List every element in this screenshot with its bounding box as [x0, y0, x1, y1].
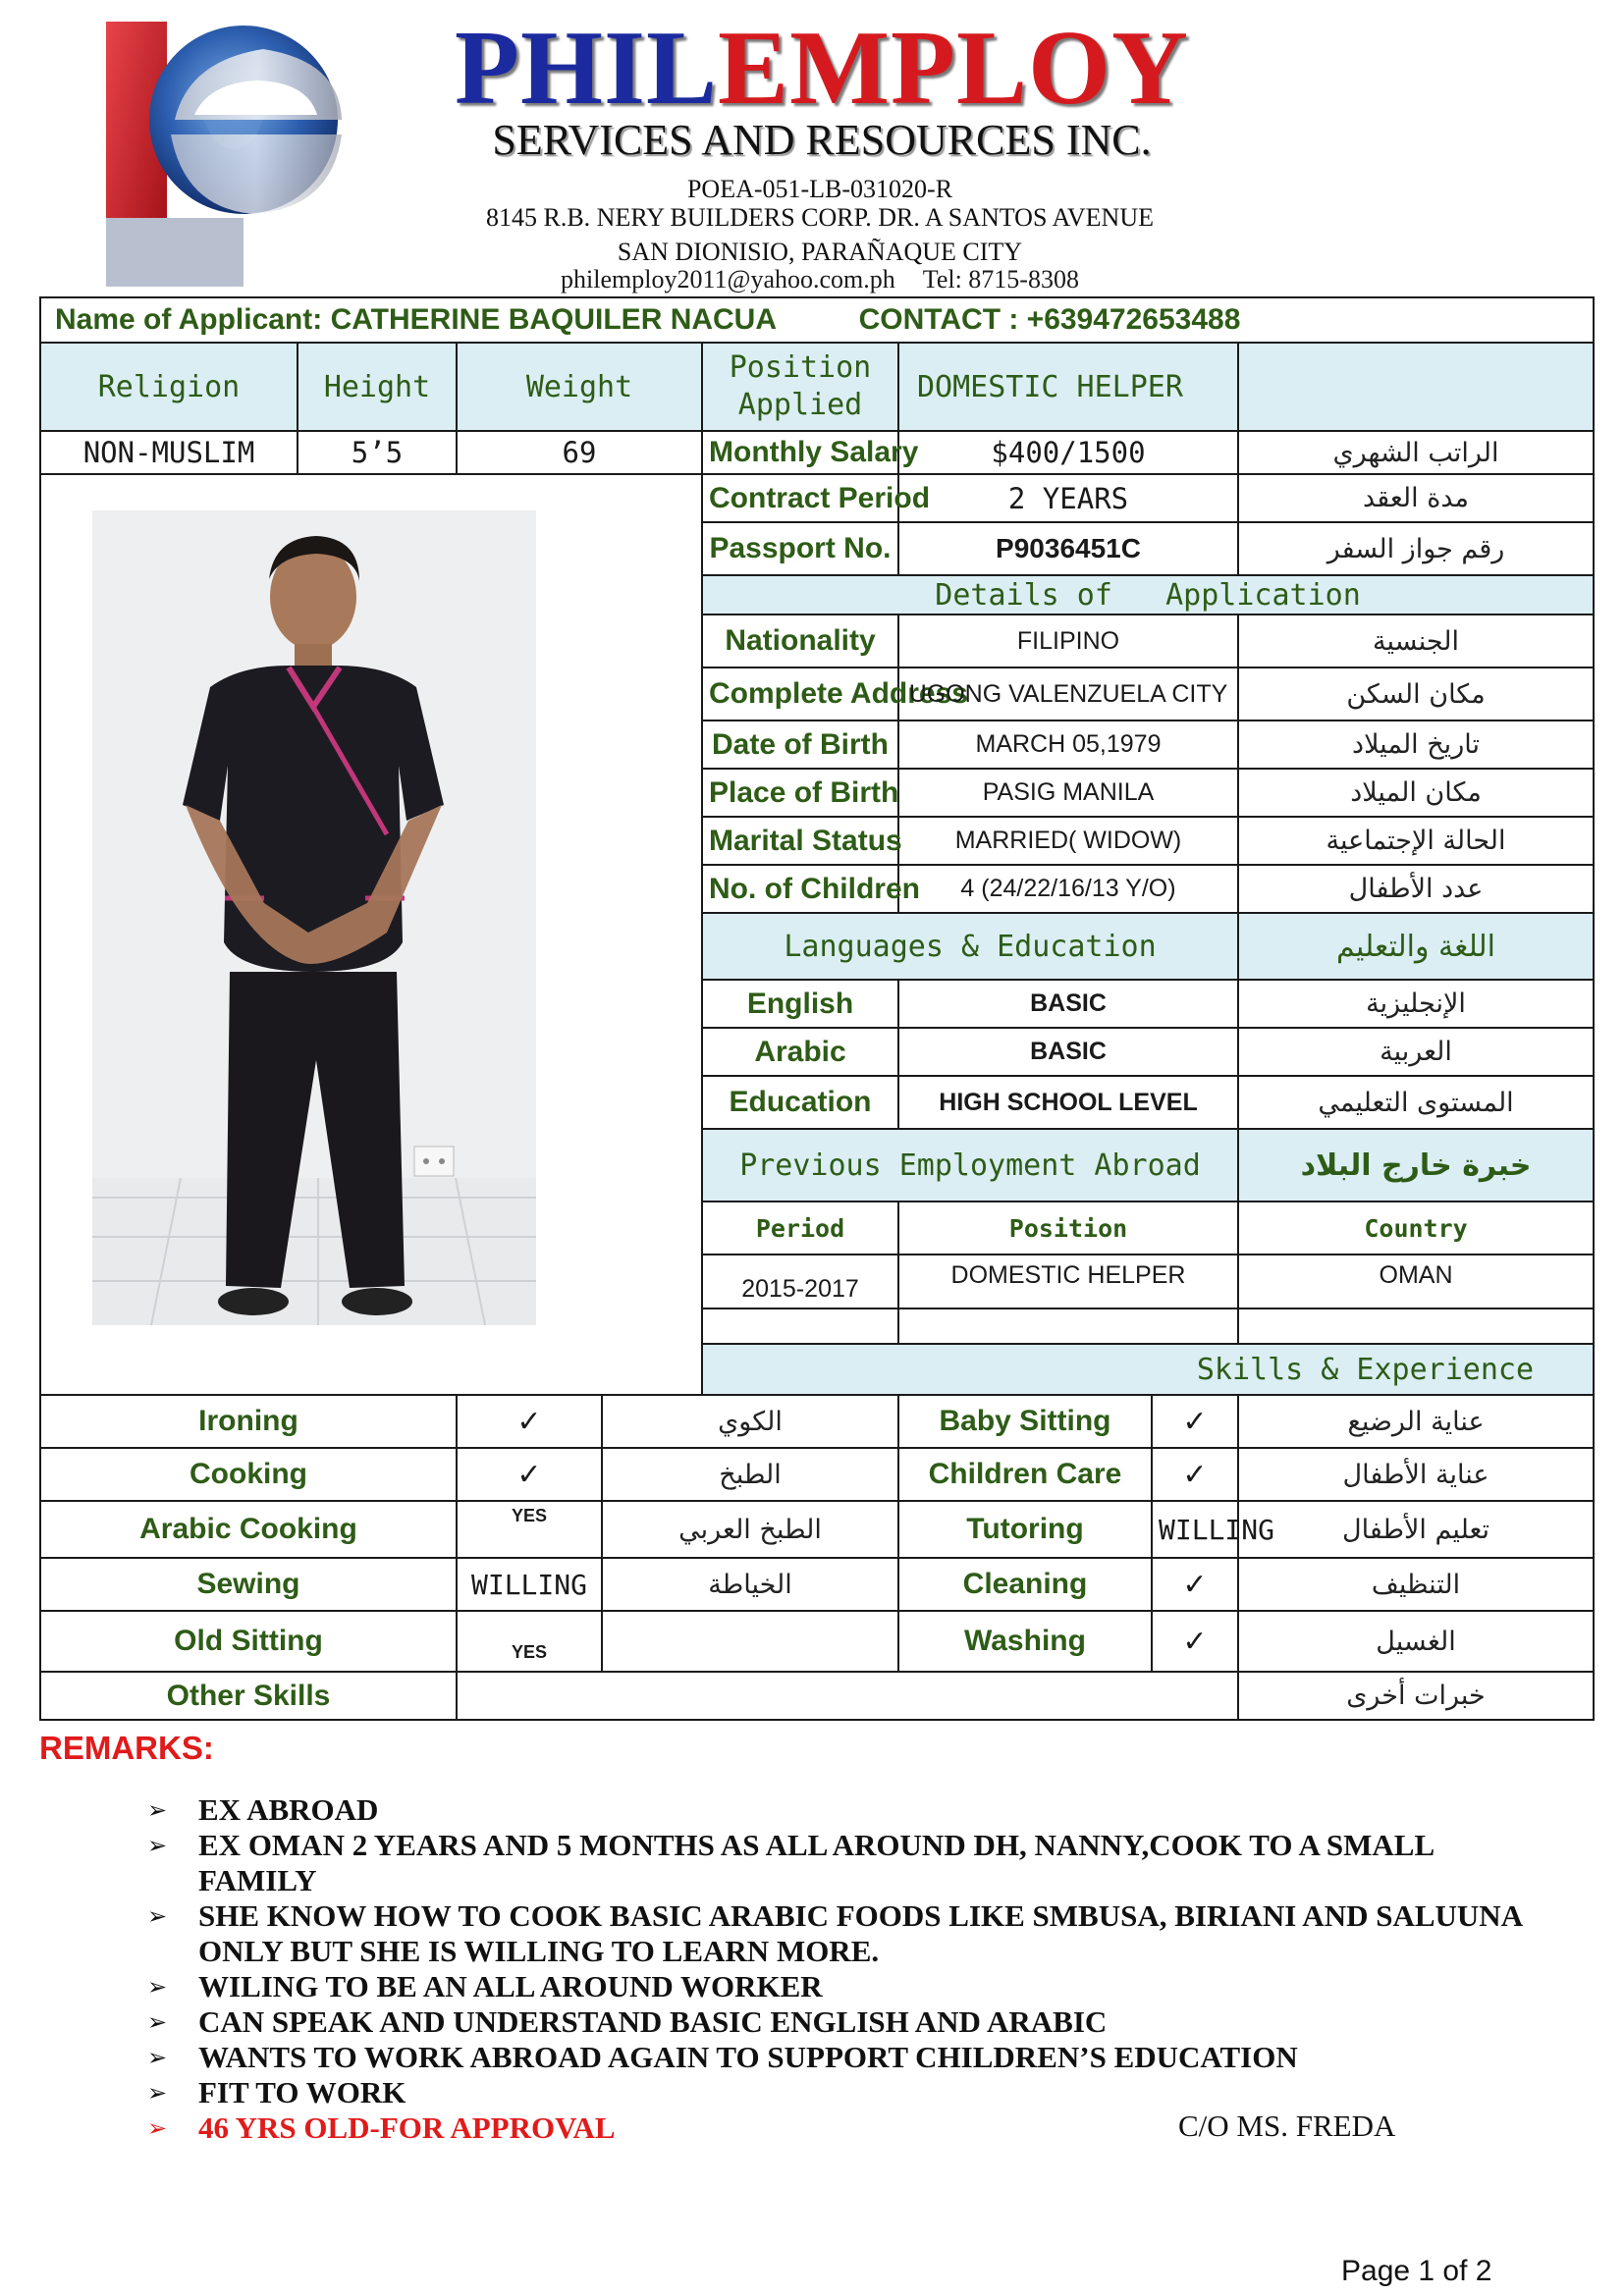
english-arabic: الإنجليزية: [1238, 980, 1594, 1028]
religion-value: NON-MUSLIM: [40, 431, 298, 474]
skill-baby-sitting-value: ✓: [1152, 1395, 1238, 1448]
address-arabic: مكان السكن: [1238, 667, 1594, 721]
remark-item: ➢ WILING TO BE AN ALL AROUND WORKER: [147, 1969, 1542, 2004]
remark-item: ➢ SHE KNOW HOW TO COOK BASIC ARABIC FOODS LIKE SMBUSA, BIRIANI AND SALUUNA ONLY BUT SHE IS WILLING TO LEARN MORE.: [147, 1898, 1542, 1969]
remark-item-approval: ➢ 46 YRS OLD-FOR APPROVAL: [147, 2110, 1542, 2146]
skill-tutoring-label: Tutoring: [898, 1501, 1152, 1558]
skill-children-care-arabic: عناية الأطفال: [1238, 1448, 1594, 1501]
monthly-salary-arabic: الراتب الشهري: [1238, 431, 1594, 474]
skill-sewing-value: WILLING: [457, 1558, 602, 1611]
english-value: BASIC: [898, 980, 1238, 1028]
arabic-language-label: Arabic: [702, 1028, 898, 1076]
languages-section-header-arabic: اللغة والتعليم: [1238, 913, 1594, 980]
birth-place-value: PASIG MANILA: [898, 769, 1238, 817]
skill-baby-sitting-label: Baby Sitting: [898, 1395, 1152, 1448]
remarks-title: REMARKS:: [39, 1730, 214, 1766]
skills-section-header: Skills & Experience: [702, 1344, 1594, 1395]
nationality-value: FILIPINO: [898, 614, 1238, 667]
skill-cleaning-arabic: التنظيف: [1238, 1558, 1594, 1611]
skill-sewing-arabic: الخياطة: [602, 1558, 898, 1611]
position-applied-value: DOMESTIC HELPER: [898, 343, 1238, 431]
company-subtitle: SERVICES AND RESOURCES INC.: [492, 116, 1152, 164]
skill-tutoring-arabic: تعليم الأطفال: [1238, 1501, 1594, 1558]
remark-item: ➢ WANTS TO WORK ABROAD AGAIN TO SUPPORT CHILDREN’S EDUCATION: [147, 2040, 1542, 2075]
nationality-arabic: الجنسية: [1238, 614, 1594, 667]
skill-ironing-arabic: الكوي: [602, 1395, 898, 1448]
company-logo: [106, 22, 361, 287]
employment-position-header: Position: [898, 1201, 1238, 1255]
company-name: [405, 10, 1239, 128]
children-label: No. of Children: [702, 865, 898, 913]
company-name-part2: EMPLOY: [718, 10, 1190, 127]
skill-cooking-arabic: الطبخ: [602, 1448, 898, 1501]
employment-period-header: Period: [702, 1201, 898, 1255]
skill-old-sitting-value: YES: [457, 1611, 602, 1672]
skill-arabic-cooking-value: YES: [457, 1501, 602, 1558]
address-value: UGONG VALENZUELA CITY: [898, 667, 1238, 721]
other-skills-row: [40, 1672, 1594, 1720]
arabic-language-value: BASIC: [898, 1028, 1238, 1076]
monthly-salary-label: Monthly Salary: [702, 431, 898, 474]
license-number: POEA-051-LB-031020-R: [686, 175, 953, 203]
skill-washing-value: ✓: [1152, 1611, 1238, 1672]
marital-status-arabic: الحالة الإجتماعية: [1238, 817, 1594, 865]
contract-period-label: Contract Period: [702, 474, 898, 522]
skill-cleaning-value: ✓: [1152, 1558, 1238, 1611]
position-applied-header: Position Applied: [702, 343, 898, 431]
company-phone: Tel: 8715-8308: [922, 265, 1079, 294]
skill-row: [40, 1558, 1594, 1611]
skill-arabic-cooking-label: Arabic Cooking: [40, 1501, 457, 1558]
employment-blank-country: [1238, 1308, 1594, 1344]
education-label: Education: [702, 1076, 898, 1129]
summary-header-blank: [1238, 343, 1594, 431]
contract-period-arabic: مدة العقد: [1238, 474, 1594, 522]
birth-date-label: Date of Birth: [702, 721, 898, 769]
remark-item: ➢ FIT TO WORK: [147, 2075, 1542, 2110]
birth-place-arabic: مكان الميلاد: [1238, 769, 1594, 817]
skill-sewing-label: Sewing: [40, 1558, 457, 1611]
applicant-biodata-table: [39, 296, 1595, 1721]
employment-section-header-arabic: خبرة خارج البلاد: [1238, 1129, 1594, 1201]
skill-ironing-label: Ironing: [40, 1395, 457, 1448]
details-section-header: Details of Application: [702, 575, 1594, 614]
marital-status-value: MARRIED( WIDOW): [898, 817, 1238, 865]
passport-label: Passport No.: [702, 522, 898, 575]
applicant-name-row: [40, 297, 1594, 343]
languages-section-header: Languages & Education: [702, 913, 1238, 980]
children-value: 4 (24/22/16/13 Y/O): [898, 865, 1238, 913]
birth-date-arabic: تاريخ الميلاد: [1238, 721, 1594, 769]
skill-cooking-value: ✓: [457, 1448, 602, 1501]
birth-date-value: MARCH 05,1979: [898, 721, 1238, 769]
marital-status-label: Marital Status: [702, 817, 898, 865]
skill-old-sitting-label: Old Sitting: [40, 1611, 457, 1672]
employment-country: OMAN: [1238, 1255, 1594, 1308]
nationality-label: Nationality: [702, 614, 898, 667]
passport-arabic: رقم جواز السفر: [1238, 522, 1594, 575]
skill-children-care-value: ✓: [1152, 1448, 1238, 1501]
employment-period: 2015-2017: [702, 1255, 898, 1308]
weight-header: Weight: [457, 343, 702, 431]
page-number: Page 1 of 2: [1341, 2255, 1492, 2287]
remark-item: ➢ CAN SPEAK AND UNDERSTAND BASIC ENGLISH AND ARABIC: [147, 2004, 1542, 2040]
other-skills-arabic: خبرات أخرى: [1238, 1672, 1594, 1720]
skill-cooking-label: Cooking: [40, 1448, 457, 1501]
skill-cleaning-label: Cleaning: [898, 1558, 1152, 1611]
birth-place-label: Place of Birth: [702, 769, 898, 817]
other-skills-label: Other Skills: [40, 1672, 457, 1720]
employment-section-header: Previous Employment Abroad: [702, 1129, 1238, 1201]
children-arabic: عدد الأطفال: [1238, 865, 1594, 913]
skill-tutoring-value: WILLING: [1152, 1501, 1238, 1558]
passport-value: P9036451C: [898, 522, 1238, 575]
summary-header-row: [40, 343, 1594, 431]
other-skills-value: [457, 1672, 1238, 1720]
weight-value: 69: [457, 431, 702, 474]
skill-washing-label: Washing: [898, 1611, 1152, 1672]
skill-row: [40, 1501, 1594, 1558]
remark-item: ➢ EX ABROAD: [147, 1792, 1542, 1828]
skill-baby-sitting-arabic: عناية الرضيع: [1238, 1395, 1594, 1448]
applicant-name: Name of Applicant: CATHERINE BAQUILER NACUA: [55, 303, 776, 336]
skill-washing-arabic: الغسيل: [1238, 1611, 1594, 1672]
skill-arabic-cooking-arabic: الطبخ العربي: [602, 1501, 898, 1558]
skill-row: [40, 1448, 1594, 1501]
applicant-photo-cell: [40, 474, 702, 1395]
company-address-line1: 8145 R.B. NERY BUILDERS CORP. DR. A SANTOS AVENUE: [486, 203, 1154, 232]
english-label: English: [702, 980, 898, 1028]
applicant-contact: CONTACT : +639472653488: [858, 303, 1241, 336]
employment-country-header: Country: [1238, 1201, 1594, 1255]
skill-row: [40, 1395, 1594, 1448]
employment-blank-period: [702, 1308, 898, 1344]
care-of: C/O MS. FREDA: [1178, 2109, 1396, 2143]
skill-ironing-value: ✓: [457, 1395, 602, 1448]
company-contact-line: [324, 265, 1316, 294]
height-header: Height: [298, 343, 457, 431]
education-value: HIGH SCHOOL LEVEL: [898, 1076, 1238, 1129]
employment-position: DOMESTIC HELPER: [898, 1255, 1238, 1308]
applicant-photo: [92, 510, 536, 1325]
skill-children-care-label: Children Care: [898, 1448, 1152, 1501]
summary-values-row: [40, 431, 1594, 474]
skill-row: [40, 1611, 1594, 1672]
height-value: 5’5: [298, 431, 457, 474]
address-label: Complete Address: [702, 667, 898, 721]
remarks-list: [147, 1792, 1542, 2146]
contract-period-value: 2 YEARS: [898, 474, 1238, 522]
religion-header: Religion: [40, 343, 298, 431]
arabic-language-arabic: العربية: [1238, 1028, 1594, 1076]
employment-blank-position: [898, 1308, 1238, 1344]
company-email: philemploy2011@yahoo.com.ph: [561, 265, 895, 294]
remark-item: ➢ EX OMAN 2 YEARS AND 5 MONTHS AS ALL AROUND DH, NANNY,COOK TO A SMALL FAMILY: [147, 1828, 1542, 1898]
company-name-part1: PHIL: [454, 10, 719, 127]
monthly-salary-value: $400/1500: [898, 431, 1238, 474]
skill-old-sitting-arabic: [602, 1611, 898, 1672]
education-arabic: المستوى التعليمي: [1238, 1076, 1594, 1129]
company-address-line2: SAN DIONISIO, PARAÑAQUE CITY: [617, 238, 1023, 266]
